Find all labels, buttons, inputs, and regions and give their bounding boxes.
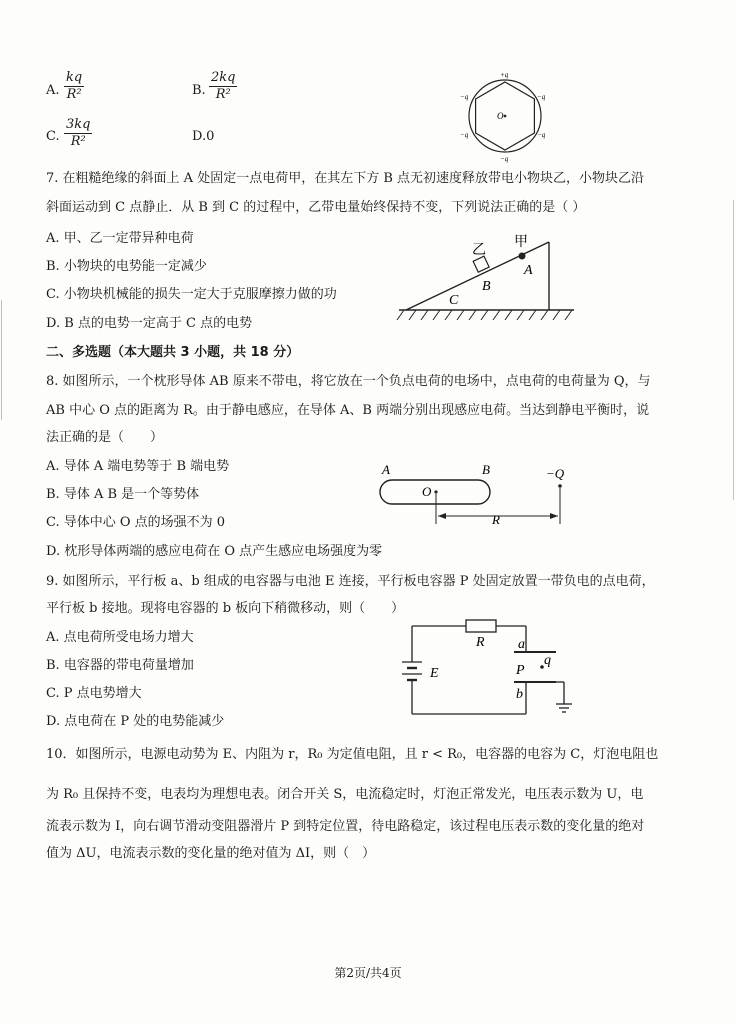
q6-charge-top-left: −q — [460, 93, 469, 101]
q8-label-o: O — [422, 484, 432, 499]
q9-stem-line-1: 9. 如图所示，平行板 a、b 组成的电容器与电池 E 连接，平行板电容器 P 处固定放置一带负电的点电荷， — [46, 574, 655, 589]
q7-label-a: A — [524, 263, 533, 278]
q9-option-a: A. 点电荷所受电场力增大 — [46, 630, 194, 645]
q6-option-a-letter: A. — [46, 83, 60, 98]
q6-charge-bottom-left: −q — [460, 131, 469, 139]
q8-label-b: B — [482, 462, 490, 477]
q9-option-d: D. 点电荷在 P 处的电势能减少 — [46, 714, 225, 729]
q8-conductor-figure — [370, 458, 580, 528]
q7-stem-line-1: 7. 在粗糙绝缘的斜面上 A 处固定一点电荷甲，在其左下方 B 点无初速度释放带电小物块乙，小物块乙沿 — [46, 171, 645, 186]
q6-option-d-text: 0 — [206, 129, 215, 144]
scan-edge-left — [1, 300, 2, 420]
q6-option-b-denominator: R² — [215, 87, 231, 102]
q6-charge-bottom-right: −q — [537, 131, 546, 139]
q6-charge-top-right: −q — [537, 93, 546, 101]
q7-label-yi: 乙 — [472, 243, 486, 258]
q6-option-c-letter: C. — [46, 129, 60, 144]
q6-charge-bottom: −q — [500, 155, 509, 163]
q6-hexagon-figure — [455, 66, 555, 166]
q8-stem-line-2: AB 中心 O 点的距离为 R。由于静电感应，在导体 A、B 两端分别出现感应电荷。当达到静电平衡时，说 — [46, 403, 650, 418]
q7-option-a: A. 甲、乙一定带异种电荷 — [46, 231, 194, 246]
q8-option-d: D. 枕形导体两端的感应电荷在 O 点产生感应电场强度为零 — [46, 544, 383, 559]
q6-option-c-fraction — [64, 117, 92, 150]
q7-option-c: C. 小物块机械能的损失一定大于克服摩擦力做的功 — [46, 287, 337, 302]
q9-label-b: b — [516, 687, 523, 702]
q8-stem-line-1: 8. 如图所示，一个枕形导体 AB 原来不带电，将它放在一个负点电荷的电场中，点电荷的电荷量为 Q，与 — [46, 374, 651, 389]
q6-center-label: O — [497, 111, 504, 121]
q6-option-b-letter: B. — [192, 83, 206, 98]
q9-label-r: R — [476, 635, 485, 650]
q10-stem-line-2: 为 R₀ 且保持不变，电表均为理想电表。闭合开关 S，电流稳定时，灯泡正常发光，电压表示数为 U，电 — [46, 787, 644, 802]
q8-label-r: R — [492, 512, 500, 527]
q6-option-b-fraction — [209, 70, 237, 103]
q7-option-b: B. 小物块的电势能一定减少 — [46, 259, 207, 274]
q6-option-d-letter: D. — [192, 129, 207, 144]
q8-label-q: −Q — [546, 466, 565, 481]
q9-label-e: E — [430, 666, 439, 681]
q6-option-a-fraction — [64, 70, 84, 103]
page-number-footer: 第2页/共4页 — [334, 966, 402, 980]
q9-option-b: B. 电容器的带电荷量增加 — [46, 658, 194, 673]
q9-option-c: C. P 点电势增大 — [46, 686, 142, 701]
q8-stem-line-3: 法正确的是（ ） — [46, 430, 164, 445]
q9-label-q: q — [544, 653, 551, 668]
q6-charge-top: +q — [500, 71, 509, 79]
scan-edge-right — [733, 200, 734, 500]
q7-label-b: B — [482, 279, 491, 294]
q6-option-c-denominator: R² — [70, 134, 86, 149]
q7-label-c: C — [449, 293, 459, 308]
q7-label-jia: 甲 — [514, 235, 528, 250]
q10-stem-line-1: 10．如图所示，电源电动势为 E、内阻为 r，R₀ 为定值电阻，且 r < R₀，电容器的电容为 C，灯泡电阻也 — [46, 747, 659, 762]
q6-option-b-numerator: 2kq — [211, 70, 236, 85]
section-multiple-choice-heading: 二、多选题（本大题共 3 小题，共 18 分） — [46, 345, 300, 360]
q8-option-a: A. 导体 A 端电势等于 B 端电势 — [46, 459, 230, 474]
q6-option-a-denominator: R² — [66, 87, 82, 102]
q6-option-c-numerator: 3kq — [66, 117, 91, 132]
q8-option-c: C. 导体中心 O 点的场强不为 0 — [46, 515, 226, 530]
q10-stem-line-4: 值为 ΔU，电流表示数的变化量的绝对值为 ΔI，则（ ） — [46, 846, 376, 861]
q9-stem-line-2: 平行板 b 接地。现将电容器的 b 板向下稍微移动，则（ ） — [46, 601, 405, 616]
q9-label-p: P — [516, 663, 525, 678]
q9-circuit-figure — [396, 614, 600, 726]
q7-incline-figure — [394, 228, 584, 328]
q8-option-b: B. 导体 A B 是一个等势体 — [46, 487, 200, 502]
q9-label-a: a — [518, 637, 525, 652]
q6-option-a-numerator: kq — [66, 70, 83, 85]
q6-option-d — [192, 128, 214, 146]
q7-option-d: D. B 点的电势一定高于 C 点的电势 — [46, 316, 253, 331]
q10-stem-line-3: 流表示数为 I，向右调节滑动变阻器滑片 P 到特定位置，待电路稳定，该过程电压表示数的变化量的绝对 — [46, 819, 645, 834]
q8-label-a: A — [382, 462, 390, 477]
q7-stem-line-2: 斜面运动到 C 点静止．从 B 到 C 的过程中，乙带电量始终保持不变，下列说法正确的是（ ） — [46, 200, 586, 215]
